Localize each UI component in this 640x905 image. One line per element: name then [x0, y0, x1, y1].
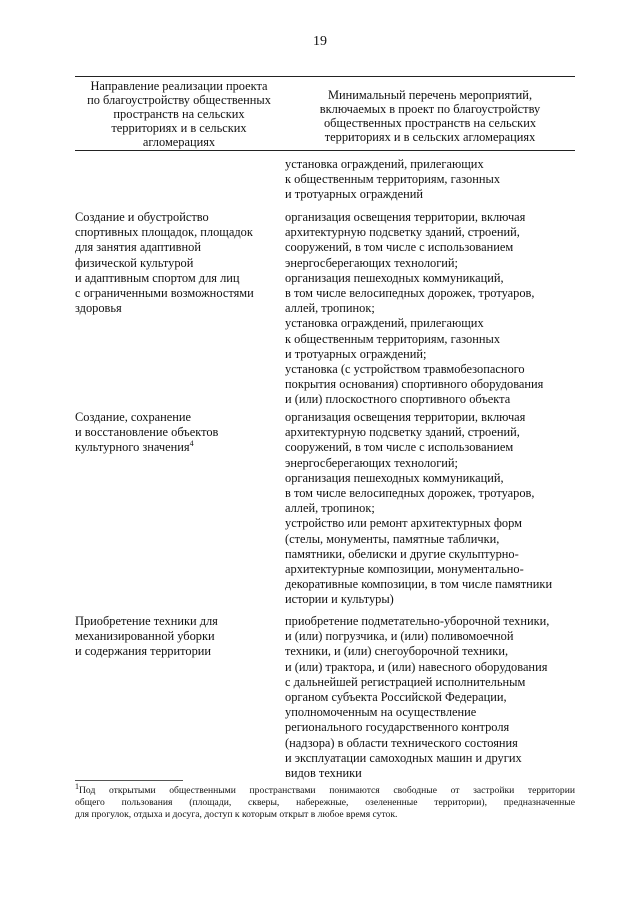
measure-line: приобретение подметательно-уборочной техники, — [285, 614, 550, 628]
measure-line: аллей, тропинок; — [285, 501, 375, 516]
direction-line — [75, 440, 280, 455]
measure-line: видов техники — [285, 766, 362, 781]
measure-line: энергосберегающих технологий; — [285, 455, 458, 470]
measure-line: сооружений, в том числе с использованием — [285, 440, 514, 455]
measure-line: с дальнейшей регистрацией исполнительным — [285, 674, 526, 689]
measure-line: и (или) плоскостного спортивного объекта — [285, 392, 511, 407]
header-measures-line: территориях и в сельских агломерациях — [324, 130, 536, 144]
direction-line: спортивных площадок, площадок — [75, 225, 253, 240]
table-row-measures — [285, 410, 575, 608]
measure-line: организация пешеходных коммуникаций, — [285, 270, 504, 285]
footnote — [75, 781, 575, 822]
measure-line: архитектурную подсветку зданий, строений, — [285, 425, 520, 440]
measure-line: архитектурные композиции, монументально- — [285, 562, 524, 577]
measure-line: и (или) трактора, и (или) навесного оборудования — [285, 659, 548, 674]
measure-line: покрытия основания) спортивного оборудования — [285, 377, 544, 392]
table-row-direction — [75, 410, 280, 456]
measure-line: и эксплуатации самоходных машин и других — [285, 750, 522, 765]
direction-line: физической культурой — [75, 255, 194, 270]
measure-line: в том числе велосипедных дорожек, тротуаров, — [285, 486, 535, 501]
measure-line: в том числе велосипедных дорожек, тротуаров, — [285, 286, 535, 301]
direction-line: для занятия адаптивной — [75, 240, 201, 255]
measure-line: к общественным территориям, газонных — [285, 172, 501, 187]
header-direction-line: по благоустройству общественных — [87, 93, 271, 107]
header-direction-line: агломерациях — [142, 135, 216, 149]
footnote-line — [75, 781, 575, 797]
direction-line: и адаптивным спортом для лиц — [75, 270, 240, 285]
direction-line: Приобретение техники для — [75, 614, 218, 628]
table-row-measures — [285, 614, 575, 781]
footnote-line: для прогулок, отдыха и досуга, доступ к которым открыт в любое время суток. — [75, 809, 398, 821]
measure-line: и (или) погрузчика, и (или) поливомоечной — [285, 629, 514, 644]
direction-line-text: культурного значения — [75, 440, 190, 455]
table-row-measures — [285, 210, 575, 408]
measure-line: истории и культуры) — [285, 592, 394, 607]
header-measures-line: общественных пространств на сельских — [323, 116, 537, 130]
measure-line: к общественным территориям, газонных — [285, 331, 501, 346]
measure-line: организация освещения территории, включая — [285, 410, 526, 424]
direction-line: Создание, сохранение — [75, 410, 192, 424]
table-row-direction — [75, 210, 280, 316]
header-measures — [285, 88, 575, 144]
direction-line: здоровья — [75, 301, 122, 316]
measure-line: декоративные композиции, в том числе памятники — [285, 577, 553, 592]
footnote-rule — [75, 780, 183, 781]
page-number: 19 — [313, 34, 327, 49]
table-header-rule — [75, 150, 575, 151]
header-direction-line: пространств на сельских — [113, 107, 245, 121]
measure-line: техники, и (или) снегоуборочной техники, — [285, 644, 509, 659]
footnote-line: общего пользования (площади, скверы, набережные, озелененные территории), предназначенные — [75, 797, 575, 809]
footnote-mark: 1 — [75, 781, 79, 791]
measure-line: регионального государственного контроля — [285, 720, 510, 735]
measure-line: (стелы, монументы, памятные таблички, — [285, 531, 500, 546]
measure-line: установка ограждений, прилегающих — [285, 316, 484, 331]
measure-line: уполномоченным на осуществление — [285, 705, 477, 720]
footnote-ref: 4 — [189, 439, 194, 449]
direction-line: механизированной уборки — [75, 629, 215, 644]
table-row-direction — [75, 614, 280, 660]
measure-line: организация пешеходных коммуникаций, — [285, 470, 504, 485]
footnote-text: Под открытыми общественными пространствами понимаются свободные от застройки территории — [79, 785, 575, 796]
measure-line: архитектурную подсветку зданий, строений, — [285, 225, 520, 240]
direction-line: с ограниченными возможностями — [75, 286, 254, 301]
direction-line: и содержания территории — [75, 644, 212, 659]
measure-line: сооружений, в том числе с использованием — [285, 240, 514, 255]
header-direction-line: Направление реализации проекта — [90, 79, 268, 93]
direction-line: и восстановление объектов — [75, 425, 219, 440]
direction-line: Создание и обустройство — [75, 210, 209, 224]
measure-line: аллей, тропинок; — [285, 301, 375, 316]
measure-line: органом субъекта Российской Федерации, — [285, 690, 507, 705]
measure-line: устройство или ремонт архитектурных форм — [285, 516, 522, 531]
table-row-measures — [285, 157, 575, 203]
header-direction-line: территориях и в сельских — [111, 121, 247, 135]
measure-line: памятники, обелиски и другие скульптурно- — [285, 546, 519, 561]
measure-line: установка (с устройством травмобезопасного — [285, 362, 525, 377]
header-measures-line: Минимальный перечень мероприятий, — [327, 88, 533, 102]
measure-line: установка ограждений, прилегающих — [285, 157, 484, 171]
measure-line: энергосберегающих технологий; — [285, 255, 458, 270]
measure-line: организация освещения территории, включая — [285, 210, 526, 224]
table-top-rule — [75, 76, 575, 77]
measure-line: и тротуарных ограждений — [285, 187, 423, 202]
header-direction — [75, 79, 283, 149]
header-measures-line: включаемых в проект по благоустройству — [319, 102, 541, 116]
measure-line: (надзора) в области технического состояния — [285, 735, 518, 750]
measure-line: и тротуарных ограждений; — [285, 346, 427, 361]
